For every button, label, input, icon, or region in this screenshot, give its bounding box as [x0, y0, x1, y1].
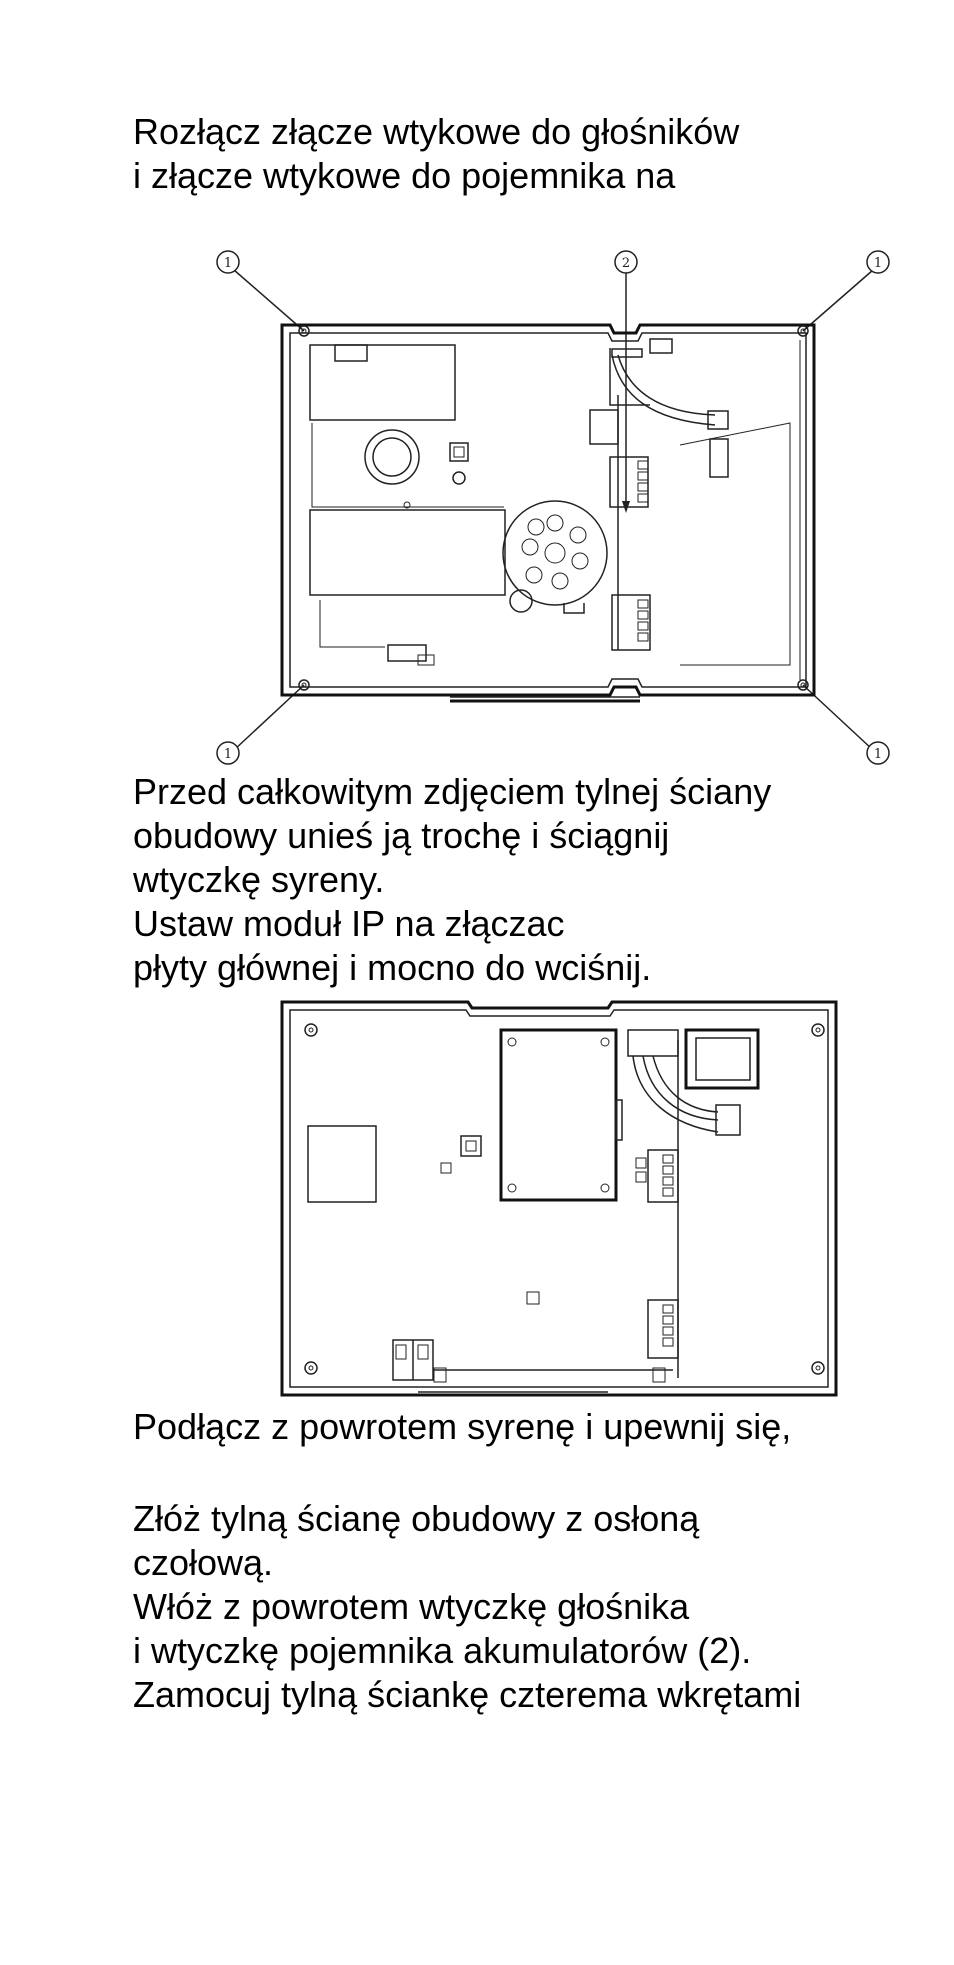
housing-frame	[282, 325, 814, 701]
text-line: Ustaw moduł IP na złączac	[133, 903, 565, 944]
text-line: Zamocuj tylną ściankę czterema wkrętami	[133, 1674, 802, 1715]
text-line: Rozłącz złącze wtykowe do głośników	[133, 111, 740, 152]
ip-module-diagram	[278, 1000, 843, 1405]
text-line: Przed całkowitym zdjęciem tylnej ściany	[133, 771, 772, 812]
callout-marker	[217, 251, 239, 273]
reconnect-text	[133, 1405, 791, 1449]
svg-text:1: 1	[873, 747, 883, 762]
text-line: i wtyczkę pojemnika akumulatorów (2).	[133, 1630, 752, 1671]
callout-marker	[217, 742, 239, 764]
screw-holes	[299, 326, 808, 690]
callout-marker	[615, 251, 637, 273]
text-line: wtyczkę syreny.	[133, 859, 385, 900]
text-line: płyty głównej i mocno do wciśnij.	[133, 947, 652, 988]
connector-area	[636, 1150, 678, 1358]
text-line: Podłącz z powrotem syrenę i upewnij się,	[133, 1406, 792, 1447]
svg-text:2: 2	[621, 256, 631, 271]
connector-area	[590, 339, 800, 680]
text-line: obudowy unieś ją trochę i ściągnij	[133, 815, 670, 856]
final-text	[133, 1497, 801, 1717]
text-line: czołową.	[133, 1542, 274, 1583]
speaker	[503, 501, 607, 613]
text-line: i złącze wtykowe do pojemnika na	[133, 155, 676, 196]
callout-marker	[867, 742, 889, 764]
callout-marker	[867, 251, 889, 273]
text-line: Złóż tylną ścianę obudowy z osłoną	[133, 1498, 700, 1539]
svg-text:1: 1	[873, 256, 883, 271]
mid-text	[133, 770, 771, 990]
main-board	[308, 1040, 678, 1382]
main-board	[310, 345, 505, 665]
housing-open-diagram	[210, 245, 900, 770]
ip-module[interactable]	[501, 1030, 622, 1200]
svg-text:1: 1	[223, 256, 233, 271]
svg-text:1: 1	[223, 747, 233, 762]
text-line: Włóż z powrotem wtyczkę głośnika	[133, 1586, 690, 1627]
ribbon-cable	[628, 1030, 758, 1135]
intro-text	[133, 110, 739, 198]
